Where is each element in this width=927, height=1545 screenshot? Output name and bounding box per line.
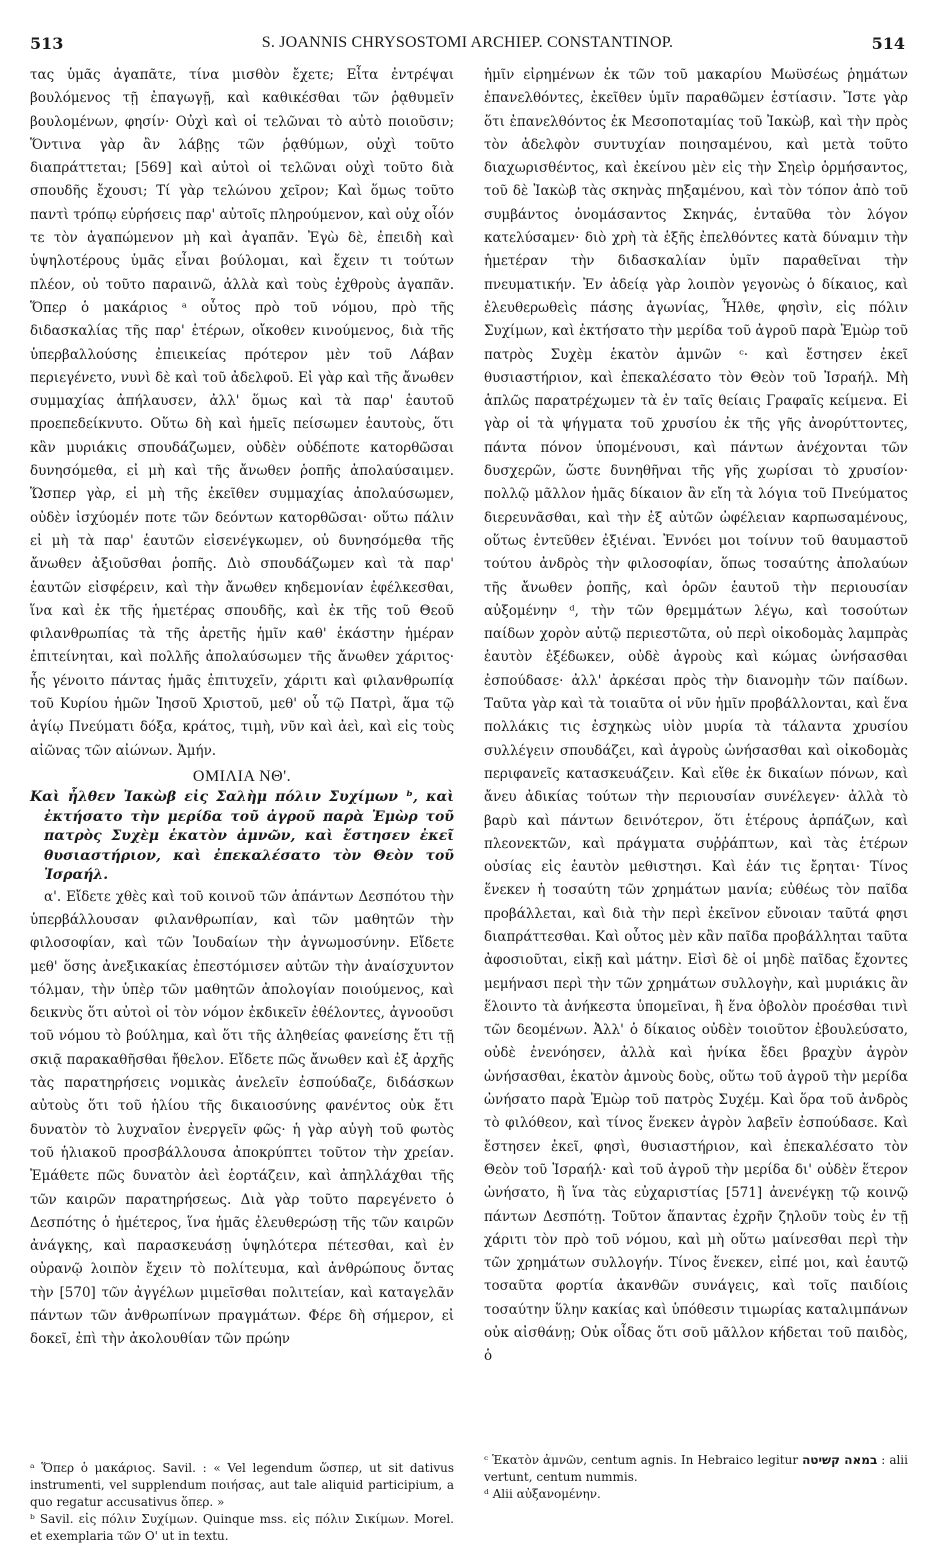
running-title: S. JOANNIS CHRYSOSTOMI ARCHIEP. CONSTANTINOP. — [261, 34, 674, 51]
footnotes-left — [30, 1460, 454, 1545]
body-paragraph: α'. Εἴδετε χθὲς καὶ τοῦ κοινοῦ τῶν ἁπάντων Δεσπότου τὴν ὑπερβάλλουσαν φιλανθρωπίαν, καὶ τῶν μαθητῶν τὴν φιλοσοφίαν, καὶ τῶν Ἰουδαίων τὴν ἀγνωμοσύνην. Εἴδετε μεθ' ὅσης ἀνεξικακίας ἐπεστόμισεν αὐτῶν τὴν ἀναίσχυντον τόλμαν, τὴν ὑπὲρ τῶν μαθητῶν ἀπολογίαν ποιούμενος, καὶ δεικνὺς ὅτι αὐτοὶ οἱ τὸν νόμον ἐκδικεῖν ἐθέλοντες, ἀγνοοῦσι τοῦ νόμου τὸ βούλημα, καὶ ὅτι τῆς ἀληθείας φανείσης ἔτι τῇ σκιᾷ παρακαθῆσθαι ἤθελον. Εἴδετε πῶς ἄνωθεν καὶ ἐξ ἀρχῆς τὰς παρατηρήσεις νομικὰς ἀνελεῖν ἐσπούδαζε, διδάσκων αὐτοὺς ὅτι τοῦ ἡλίου τῆς δικαιοσύνης φανέντος οὐκ ἔτι δυνατὸν τὸ λυχναῖον ἐνεργεῖν φῶς· ἡ γὰρ αὐγὴ τοῦ φωτὸς τοῦ ἡλιακοῦ προσβάλλουσα ἀποκρύπτει τοῦτον τὴν χρείαν. Ἐμάθετε πῶς δυνατὸν ἀεὶ ἑορτάζειν, καὶ ἀπηλλάχθαι τῆς τῶν καιρῶν παρατηρήσεως. Διὰ γὰρ τοῦτο παρεγένετο ὁ Δεσπότης ὁ ἡμέτερος, ἵνα ἡμᾶς ἐλευθερώσῃ τῆς τῶν καιρῶν ἀνάγκης, καὶ παρασκευάσῃ ὑψηλότερα πέτεσθαι, καὶ ἐν οὐρανῷ λοιπὸν ἔχειν τὸ πολίτευμα, καὶ ἀνθρώπους ὄντας τὴν [570] τῶν ἀγγέλων μιμεῖσθαι πολιτείαν, καὶ καταγελᾶν πάντων τῶν ἀνθρωπίνων πραγμάτων. Φέρε δὴ σήμερον, εἰ δοκεῖ, ἐπὶ τὴν ἀκολουθίαν τῶν πρώην — [30, 888, 454, 1348]
footnote-c-text: ᶜ Ἑκατὸν ἀμνῶν, centum agnis. In Hebraico legitur — [484, 1453, 799, 1467]
body-paragraph: ἡμῖν εἰρημένων ἐκ τῶν τοῦ μακαρίου Μωϋσέως ῥημάτων ἐπανελθόντες, ἐκεῖθεν ὑμῖν παραθῶμεν ἑστίασιν. Ἴστε γὰρ ὅτι ἐπανελθόντος ἐκ Μεσοποταμίας τοῦ Ἰακὼβ, καὶ τὴν πρὸς τὸν ἀδελφὸν συντυχίαν ποιησαμένου, καὶ μετὰ τοῦτο διαχωρισθέντος, καὶ ἐκείνου μὲν εἰς τὴν Σηεὶρ ὁρμήσαντος, τοῦ δὲ Ἰακὼβ τὰς σκηνὰς πηξαμένου, καὶ τὸν τόπον ἀπὸ τοῦ συμβάντος ὀνομάσαντος Σκηνάς, ἐνταῦθα τὸν λόγον κατελύσαμεν· διὸ χρὴ τὰ ἑξῆς ἐπελθόντες κατὰ δύναμιν τὴν ἡμετέραν τὴν διδασκαλίαν ὑμῖν παραθεῖναι τὴν πνευματικήν. Ἐν ἀδείᾳ γὰρ λοιπὸν γεγονὼς ὁ δίκαιος, καὶ ἐλευθερωθεὶς πάσης ἀγωνίας, Ἦλθε, φησὶν, εἰς πόλιν Συχίμων, καὶ ἐκτήσατο τὴν μερίδα τοῦ ἀγροῦ παρὰ Ἐμὼρ τοῦ πατρὸς Συχὲμ ἑκατὸν ἀμνῶν ᶜ· καὶ ἔστησεν ἐκεῖ θυσιαστήριον, καὶ ἐπεκαλέσατο τὸν Θεὸν τοῦ Ἰσραήλ. Μὴ ἁπλῶς παρατρέχωμεν τὰ ἐν ταῖς θείαις Γραφαῖς κείμενα. Εἰ γὰρ οἱ τὰ ψήγματα τοῦ χρυσίου ἐκ τῆς γῆς ἀνορύττοντες, πάντα πόνον ὑπομένουσι, καὶ πάντων ἀνέχονται τῶν δυσχερῶν, ὥστε δυνηθῆναι τῆς γῆς χωρίσαι τὸ χρυσίον· πολλῷ μᾶλλον ἡμᾶς δίκαιον ἂν εἴη τὰ λόγια τοῦ Πνεύματος διερευνᾶσθαι, καὶ τὴν ἐξ αὐτῶν ὠφέλειαν καρπωσαμένους, οὕτως ἐντεῦθεν ἐξιέναι. Ἐννόει μοι τοίνυν τοῦ θαυμαστοῦ τούτου ἀνδρὸς τὴν φιλοσοφίαν, ὅπως τοσαύτης ἀπολαύων τῆς ἄνωθεν ῥοπῆς, καὶ ὁρῶν ἑαυτοῦ τὴν περιουσίαν αὐξομένην ᵈ, τὴν τῶν θρεμμάτων λέγω, καὶ τοσούτων παίδων χορὸν αὐτῷ περιεστῶτα, οὐ περὶ οἰκοδομὰς λαμπρὰς ἑαυτὸν ἐξέδωκεν, οὐδὲ ἀγροὺς καὶ κώμας ὠνήσασθαι ἐσπούδασε· ἀλλ' ἀρκέσαι πρὸς τὴν διανομὴν τῶν παίδων. Ταῦτα γὰρ καὶ τὰ τοιαῦτα οἱ νῦν ἡμῖν προβάλλονται, καὶ ἕνα πολλάκις τις ἐσχηκὼς υἱὸν μυρία τὰ τάλαντα χρυσίου συλλέγειν σπουδάζει, καὶ ἀγροὺς ὠνήσασθαι καὶ οἰκοδομὰς περιφανεῖς κατασκευάζειν. Καὶ εἴθε ἐκ δικαίων πόνων, καὶ ἄνευ ἀδικίας τούτων τὴν περιουσίαν συνέλεγεν· ἀλλὰ τὸ βαρὺ καὶ πάντων δεινότερον, ὅτι ἑτέρους ἁρπάζων, καὶ πλεονεκτῶν, καὶ πράγματα συῤῥάπτων, καὶ τὰς ἑτέρων οὐσίας εἰς ἑαυτὸν μεθιστησι. Καὶ ἐάν τις ἔρηται· Τίνος ἕνεκεν ἡ τοσαύτη τῶν χρημάτων μανία; εὐθέως τὸν παῖδα προβάλλεται, καὶ διὰ τὴν περὶ ἐκεῖνον εὔνοιαν ταῦτά φησι διαπράττεσθαι. Καὶ οὗτος μὲν κἂν παῖδα προβάλληται ταῦτα ἀφοσιοῦται, εἰκῇ καὶ μάτην. Εἰσὶ δὲ οἱ μηδὲ παῖδας ἔχοντες μεμήνασι περὶ τὴν τῶν χρημάτων συλλογὴν, καὶ μυριάκις ἂν ἕλοιντο τὰ ἀνήκεστα ὑπομεῖναι, ἢ ἕνα ὀβολὸν προέσθαι τινὶ τῶν δεομένων. Ἀλλ' ὁ δίκαιος οὐδὲν τοιοῦτον ἐβουλεύσατο, οὐδὲ ἐνενόησεν, ἀλλὰ καὶ ἡνίκα ἔδει βραχὺν ἀγρὸν ὠνήσασθαι, ἑκατὸν ἀμνοὺς δοὺς, οὕτω τοῦ ἀγροῦ τὴν μερίδα ὠνήσατο παρὰ Ἐμὼρ τοῦ πατρὸς Συχέμ. Καὶ ὅρα τοῦ ἀνδρὸς τὸ φιλόθεον, καὶ τίνος ἕνεκεν ἀγρὸν λαβεῖν ἐσπούδασε. Καὶ ἔστησεν ἐκεῖ, φησὶ, θυσιαστήριον, καὶ ἐπεκαλέσατο τὸν Θεὸν τοῦ Ἰσραήλ· καὶ τοῦ ἀγροῦ τὴν μερίδα δι' οὐδὲν ἕτερον ὠνήσατο, ἢ ἵνα τὰς εὐχαριστίας [571] ἀνενέγκῃ τῷ κοινῷ πάντων Δεσπότῃ. Τοῦτον ἅπαντας ἐχρῆν ζηλοῦν τοὺς ἐν τῇ χάριτι τὸν πρὸ τοῦ νόμου, καὶ μὴ οὕτω μαίνεσθαι περὶ τὴν τῶν χρημάτων συλλογήν. Τίνος ἕνεκεν, εἰπέ μοι, καὶ ἑαυτῷ τοσαῦτα φορτία ἀκανθῶν συνάγεις, καὶ τοῖς παιδίοις τοσαύτην ὕλην κακίας καὶ ὑπόθεσιν τιμωρίας καταλιμπάνων οὐκ αἰσθάνῃ; Οὐκ οἶδας ὅτι σοῦ μᾶλλον κήδεται τοῦ παιδὸς, ὁ — [484, 67, 908, 1365]
left-column — [30, 64, 454, 1352]
body-paragraph: τας ὑμᾶς ἀγαπᾶτε, τίνα μισθὸν ἔχετε; Εἶτα ἐντρέψαι βουλόμενος τῇ ἐπαγωγῇ, καὶ καθικέσθαι τῶν ῥᾳθυμεῖν βουλομένων, φησίν· Οὐχὶ καὶ οἱ τελῶναι τὸ αὐτὸ ποιοῦσιν; Ὅντινα γὰρ ἂν λάβῃς τῶν ῥᾳθύμων, οὐχὶ τοῦτο διαπράττεται; [569] καὶ αὐτοὶ οἱ τελῶναι οὐχὶ τοῦτο διὰ σπουδῆς ἔχουσι; Τί γὰρ τελώνου χεῖρον; Καὶ ὅμως τοῦτο παντὶ τρόπῳ εὑρήσεις παρ' αὐτοῖς πληρούμενον, καὶ οὐχ οἷόν τε τὸν ἀγαπώμενον μὴ καὶ ἀγαπᾶν. Ἐγὼ δὲ, ἐπειδὴ καὶ ὑψηλοτέρους ὑμᾶς εἶναι βούλομαι, καὶ ἔχειν τι τούτων πλέον, οὐ τοῦτο παραινῶ, ἀλλὰ καὶ τοὺς ἐχθροὺς ἀγαπᾶν. Ὅπερ ὁ μακάριος ᵃ οὗτος πρὸ τοῦ νόμου, πρὸ τῆς διδασκαλίας τῆς παρ' ἑτέρων, οἴκοθεν κινούμενος, διὰ τῆς ὑπερβαλλούσης ἐπιεικείας πρότερον μὲν τοῦ Λάβαν περιεγένετο, νυνὶ δὲ καὶ τοῦ ἀδελφοῦ. Εἰ γὰρ καὶ τῆς ἄνωθεν συμμαχίας ἀπήλαυσεν, ἀλλ' ὅμως καὶ τὰ παρ' ἑαυτοῦ προεπεδείκνυτο. Οὕτω δὴ καὶ ἡμεῖς πείσωμεν ἑαυτοὺς, ὅτι κἂν μυριάκις σπουδάζωμεν, οὐδὲν οὐδέποτε κατορθῶσαι δυνησόμεθα, εἰ μὴ καὶ τῆς ἄνωθεν ῥοπῆς ἀπολαύσαιμεν. Ὥσπερ γὰρ, εἰ μὴ τῆς ἐκεῖθεν συμμαχίας ἀπολαύσωμεν, οὐδὲν ἰσχύομέν ποτε τῶν δεόντων κατορθῶσαι· οὕτω πάλιν εἰ μὴ τὰ παρ' ἑαυτῶν εἰσενέγκωμεν, οὐ δυνησόμεθα τῆς ἄνωθεν ἀξιοῦσθαι ῥοπῆς. Διὸ σπουδάζωμεν καὶ τὰ παρ' ἑαυτῶν εἰσφέρειν, καὶ τὴν ἄνωθεν κηδεμονίαν ἐφέλκεσθαι, ἵνα καὶ ἐκ τῆς ἡμετέρας σπουδῆς, καὶ ἐκ τῆς τοῦ Θεοῦ φιλανθρωπίας τὰ τῆς ἀρετῆς ἡμῖν καθ' ἑκάστην ἡμέραν ἐπιτείνηται, καὶ πολλῆς ἀπολαύσωμεν τῆς ἄνωθεν χάριτος· ἧς γένοιτο πάντας ἡμᾶς ἐπιτυχεῖν, χάριτι καὶ φιλανθρωπίᾳ τοῦ Κυρίου ἡμῶν Ἰησοῦ Χριστοῦ, μεθ' οὗ τῷ Πατρὶ, ἅμα τῷ ἁγίῳ Πνεύματι δόξα, κράτος, τιμὴ, νῦν καὶ ἀεὶ, καὶ εἰς τοὺς αἰῶνας τῶν αἰώνων. Ἀμήν. — [30, 67, 454, 759]
footnote-d: ᵈ Alii αὐξανομένην. — [484, 1487, 601, 1501]
footnote-c-text-end: : alii vertunt, centum nummis. — [484, 1453, 908, 1484]
page-number-left: 513 — [30, 34, 64, 53]
pericope-verse: Καὶ ἦλθεν Ἰακὼβ εἰς Σαλὴμ πόλιν Συχίμων ᵇ, καὶ ἐκτήσατο τὴν μερίδα τοῦ ἀγροῦ παρὰ Ἐμὼρ τοῦ πατρὸς Συχὲμ ἑκατὸν ἀμνῶν, καὶ ἔστησεν ἐκεῖ θυσιαστήριον, καὶ ἐπεκαλέσατο τὸν Θεὸν τοῦ Ἰσραήλ. — [30, 789, 454, 884]
hebrew-phrase: במאה קשיטה — [802, 1453, 878, 1467]
right-column — [484, 64, 908, 1369]
homily-heading: ΟΜΙΛΙΑ ΝΘ'. — [192, 767, 292, 785]
footnote-a: ᵃ Ὅπερ ὁ μακάριος. Savil. : « Vel legendum ὥσπερ, ut sit dativus instrumenti, vel supplendum ποιήσας, aut tale aliquid participium, a quo regatur accusativus ὅπερ. » — [30, 1461, 454, 1509]
footnote-b: ᵇ Savil. εἰς πόλιν Συχίμων. Quinque mss. εἰς πόλιν Σικίμων. Morel. et exemplaria τῶν Ο' ut in textu. — [30, 1512, 454, 1543]
footnote-c — [484, 1452, 908, 1486]
page-number-right: 514 — [871, 34, 905, 53]
footnotes-right — [484, 1452, 908, 1503]
page-header — [30, 34, 905, 58]
